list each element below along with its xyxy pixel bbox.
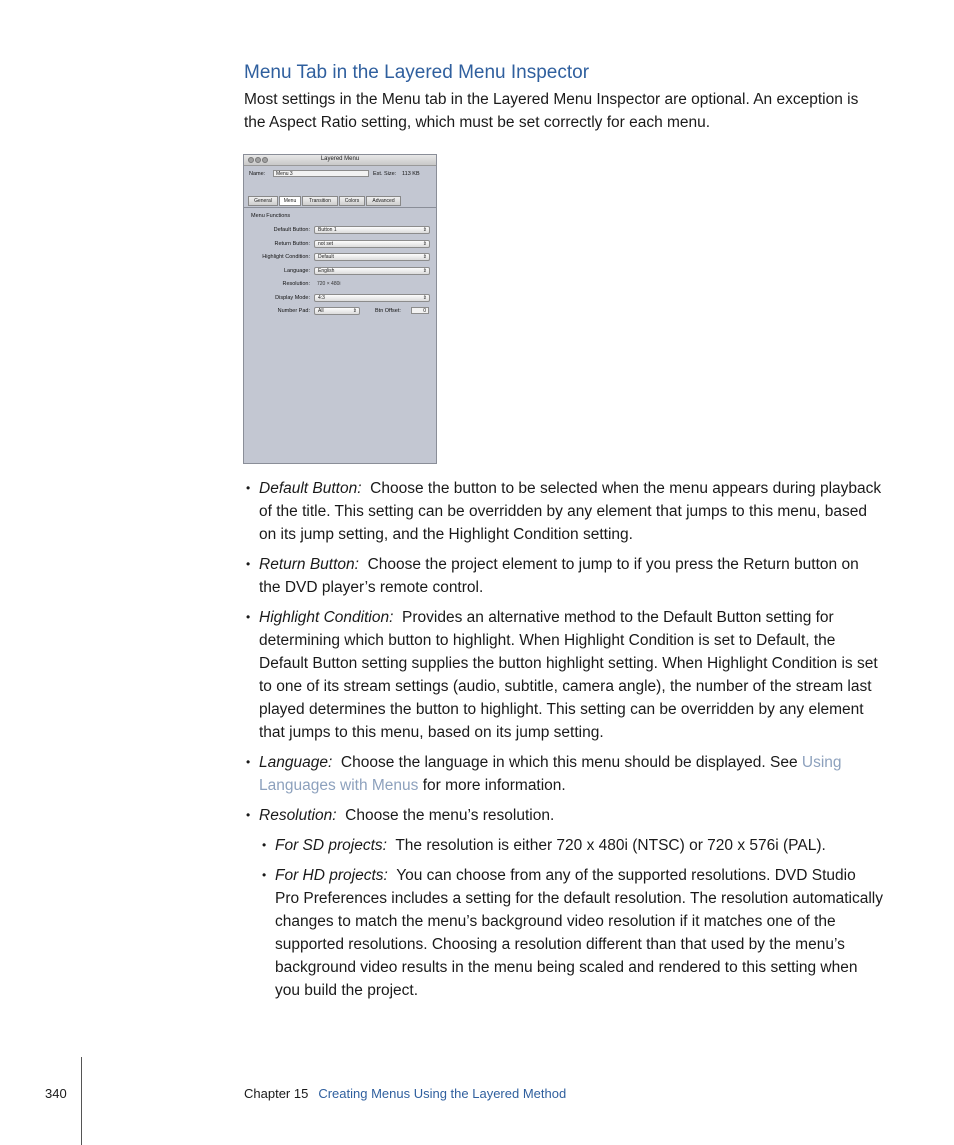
number-pad-value: All: [318, 308, 324, 314]
tab-general[interactable]: General: [248, 196, 278, 206]
page-number: 340: [45, 1086, 67, 1101]
section-heading: Menu Tab in the Layered Menu Inspector: [244, 62, 590, 83]
language-value: English: [318, 268, 335, 274]
return-button-label: Return Button:: [274, 241, 310, 247]
est-size-value: 113 KB: [402, 171, 420, 177]
display-mode-popup[interactable]: [314, 294, 430, 302]
term-sd-projects: For SD projects:: [275, 837, 387, 854]
display-mode-value: 4:3: [318, 295, 325, 301]
tab-divider: [244, 207, 436, 208]
popup-arrows-icon: ⇕: [422, 241, 427, 247]
popup-arrows-icon: ⇕: [422, 254, 427, 260]
highlight-condition-popup[interactable]: [314, 253, 430, 261]
return-button-value: not set: [318, 241, 334, 247]
list-item: [244, 751, 884, 797]
term-default-button: Default Button:: [259, 480, 362, 497]
default-button-popup[interactable]: [314, 226, 430, 234]
name-label: Name:: [249, 171, 266, 177]
default-button-value: Button 1: [318, 227, 337, 233]
language-popup[interactable]: [314, 267, 430, 275]
desc-resolution: Choose the menu’s resolution.: [345, 807, 555, 824]
layered-menu-inspector-screenshot: [243, 154, 437, 464]
display-mode-label: Display Mode:: [275, 295, 310, 301]
chapter-title-link[interactable]: Creating Menus Using the Layered Method: [318, 1086, 567, 1101]
term-return-button: Return Button:: [259, 556, 359, 573]
list-item: [244, 834, 884, 857]
list-item: [244, 864, 884, 1002]
popup-arrows-icon: ⇕: [422, 295, 427, 301]
resolution-value: 720 × 480i: [317, 281, 341, 287]
tab-menu[interactable]: Menu: [279, 196, 301, 206]
settings-list: [244, 477, 884, 1002]
return-button-popup[interactable]: [314, 240, 430, 248]
footer-chapter: [244, 1086, 566, 1101]
term-resolution: Resolution:: [259, 807, 337, 824]
btn-offset-field[interactable]: 0: [411, 307, 429, 314]
window-titlebar: [244, 155, 436, 166]
number-pad-label: Number Pad:: [277, 308, 310, 314]
number-pad-popup[interactable]: [314, 307, 360, 315]
highlight-condition-value: Default: [318, 254, 334, 260]
popup-arrows-icon: ⇕: [422, 227, 427, 233]
using-languages-link[interactable]: Using Languages with Menus: [259, 754, 842, 794]
menu-functions-title: Menu Functions: [251, 213, 291, 219]
tab-transition[interactable]: Transition: [302, 196, 338, 206]
est-size-label: Est. Size:: [373, 171, 397, 177]
tab-colors[interactable]: Colors: [339, 196, 365, 206]
desc-language-after: for more information.: [422, 777, 566, 794]
term-highlight-condition: Highlight Condition:: [259, 609, 394, 626]
chapter-label: Chapter 15: [244, 1086, 309, 1101]
resolution-label: Resolution:: [282, 281, 310, 287]
term-hd-projects: For HD projects:: [275, 867, 388, 884]
desc-hd-projects: You can choose from any of the supported resolutions. DVD Studio Pro Preferences includes a setting for the default resolution. The resolution automatically changes to match the menu’s background video resolution if it matches one of the supported resolutions. Choosing a resolution different than that used by the menu’s background video results in the menu being scaled and rendered to this setting when you build the project.: [275, 867, 883, 999]
desc-highlight-condition: Provides an alternative method to the Default Button setting for determining which button to highlight. When Highlight Condition is set to Default, the Default Button setting supplies the button highlight setting. When Highlight Condition is set to one of its stream settings (audio, subtitle, camera angle), the number of the stream last played determines the button to highlight. This setting can be overridden by any element that jumps to this menu, based on its jump setting.: [259, 609, 878, 741]
tab-advanced[interactable]: Advanced: [366, 196, 401, 206]
desc-default-button: Choose the button to be selected when the menu appears during playback of the title. This setting can be overridden by any element that jumps to this menu, based on its jump setting, and the Highlight Condition setting.: [259, 480, 882, 543]
desc-language: Choose the language in which this menu should be displayed. See: [340, 754, 798, 771]
intro-paragraph: Most settings in the Menu tab in the Layered Menu Inspector are optional. An exception is the Aspect Ratio setting, which must be set correctly for each menu.: [244, 91, 859, 131]
list-item: [244, 804, 884, 827]
window-title: Layered Menu: [320, 156, 360, 162]
name-field[interactable]: Menu 3: [273, 170, 369, 177]
language-label: Language:: [284, 268, 310, 274]
list-item: [244, 606, 884, 744]
footer-rule: [81, 1057, 82, 1145]
desc-return-button: Choose the project element to jump to if you press the Return button on the DVD player’s remote control.: [259, 556, 859, 596]
btn-offset-label: Btn Offset:: [375, 308, 401, 314]
popup-arrows-icon: ⇕: [352, 308, 357, 314]
list-item: [244, 477, 884, 546]
list-item: [244, 553, 884, 599]
term-language: Language:: [259, 754, 333, 771]
default-button-label: Default Button:: [273, 227, 310, 233]
highlight-condition-label: Highlight Condition:: [262, 254, 310, 260]
popup-arrows-icon: ⇕: [422, 268, 427, 274]
desc-sd-projects: The resolution is either 720 x 480i (NTSC) or 720 x 576i (PAL).: [395, 837, 826, 854]
